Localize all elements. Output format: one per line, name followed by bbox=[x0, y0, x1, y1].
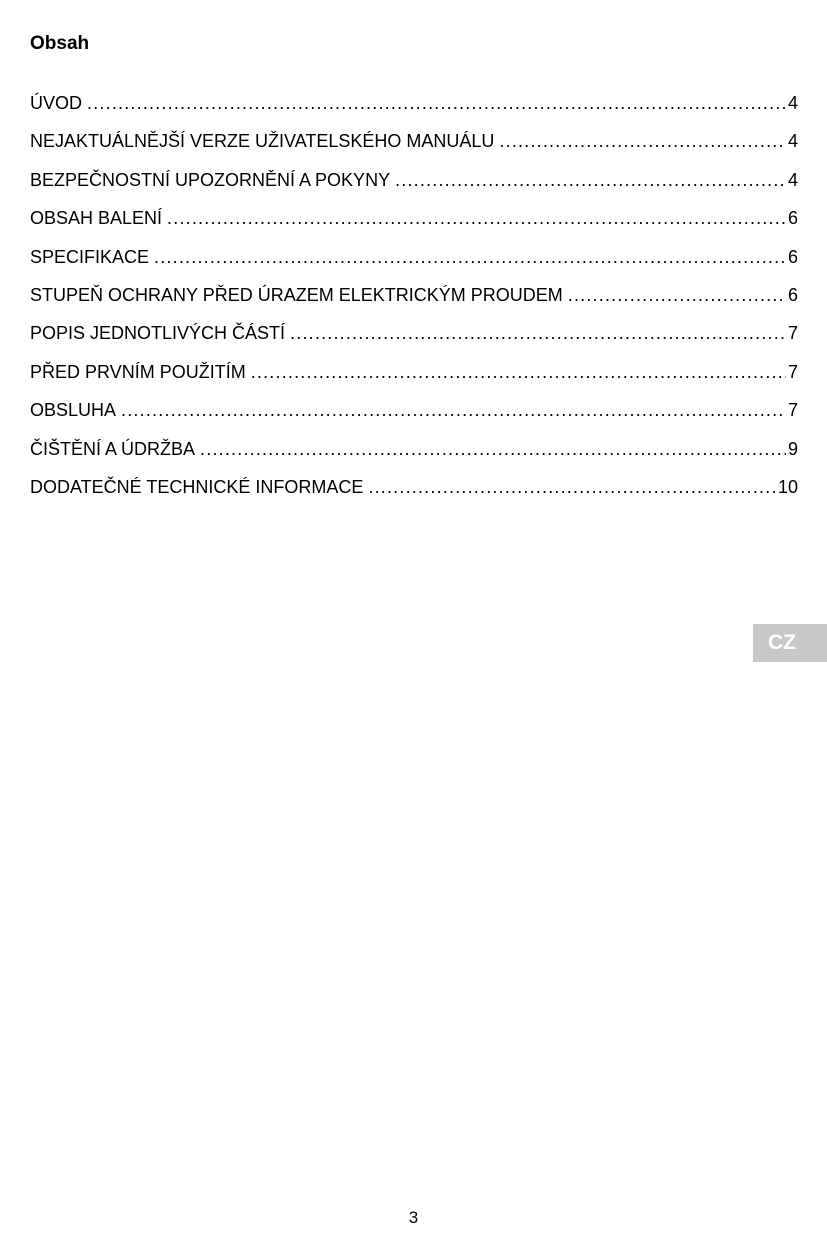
toc-dot-leader bbox=[121, 398, 786, 422]
page-number: 3 bbox=[408, 1208, 419, 1227]
toc-dot-leader bbox=[200, 437, 786, 461]
toc-dot-leader bbox=[290, 321, 786, 345]
toc-entry-title: OBSAH BALENÍ bbox=[30, 208, 163, 229]
toc-entry-uvod[interactable] bbox=[30, 91, 798, 129]
toc-dot-leader bbox=[499, 129, 786, 153]
toc-dot-leader bbox=[251, 360, 786, 384]
toc-entry-title: BEZPEČNOSTNÍ UPOZORNĚNÍ A POKYNY bbox=[30, 169, 391, 190]
toc-entry-title: ČIŠTĚNÍ A ÚDRŽBA bbox=[30, 438, 196, 459]
toc-entry-cleaning[interactable] bbox=[30, 437, 798, 475]
toc-entry-page: 7 bbox=[787, 323, 798, 344]
toc-entry-title: SPECIFIKACE bbox=[30, 246, 150, 267]
table-of-contents bbox=[30, 91, 798, 513]
toc-entry-page: 7 bbox=[787, 400, 798, 421]
toc-entry-before-first-use[interactable] bbox=[30, 360, 798, 398]
toc-entry-page: 10 bbox=[777, 476, 798, 497]
toc-entry-title: DODATEČNÉ TECHNICKÉ INFORMACE bbox=[30, 476, 364, 497]
toc-entry-electric-protection[interactable] bbox=[30, 283, 798, 321]
toc-entry-technical-info[interactable] bbox=[30, 475, 798, 513]
toc-dot-leader bbox=[395, 168, 786, 192]
toc-entry-package-contents[interactable] bbox=[30, 206, 798, 244]
toc-entry-page: 6 bbox=[787, 284, 798, 305]
toc-entry-page: 6 bbox=[787, 208, 798, 229]
toc-entry-title: NEJAKTUÁLNĚJŠÍ VERZE UŽIVATELSKÉHO MANUÁLU bbox=[30, 131, 495, 152]
toc-entry-page: 4 bbox=[787, 131, 798, 152]
toc-entry-title: ÚVOD bbox=[30, 93, 83, 113]
toc-dot-leader bbox=[154, 245, 786, 269]
toc-dot-leader bbox=[167, 206, 786, 230]
toc-dot-leader bbox=[568, 283, 786, 307]
toc-dot-leader bbox=[368, 475, 776, 499]
toc-entry-safety[interactable] bbox=[30, 168, 798, 206]
toc-entry-title: OBSLUHA bbox=[30, 400, 117, 421]
toc-entry-title: POPIS JEDNOTLIVÝCH ČÁSTÍ bbox=[30, 323, 286, 344]
toc-entry-page: 6 bbox=[787, 246, 798, 267]
toc-entry-page: 9 bbox=[787, 438, 798, 459]
toc-entry-parts-description[interactable] bbox=[30, 321, 798, 359]
toc-entry-title: PŘED PRVNÍM POUŽITÍM bbox=[30, 361, 246, 382]
toc-entry-specifications[interactable] bbox=[30, 245, 798, 283]
page-title: Obsah bbox=[30, 33, 90, 54]
language-tab: CZ bbox=[753, 624, 827, 662]
toc-entry-page: 4 bbox=[787, 169, 798, 190]
toc-entry-page: 4 bbox=[787, 93, 798, 113]
toc-entry-page: 7 bbox=[787, 361, 798, 382]
toc-entry-title: STUPEŇ OCHRANY PŘED ÚRAZEM ELEKTRICKÝM PROUDEM bbox=[30, 284, 563, 305]
toc-dot-leader bbox=[87, 91, 786, 115]
toc-entry-latest-manual[interactable] bbox=[30, 129, 798, 167]
toc-entry-operation[interactable] bbox=[30, 398, 798, 436]
